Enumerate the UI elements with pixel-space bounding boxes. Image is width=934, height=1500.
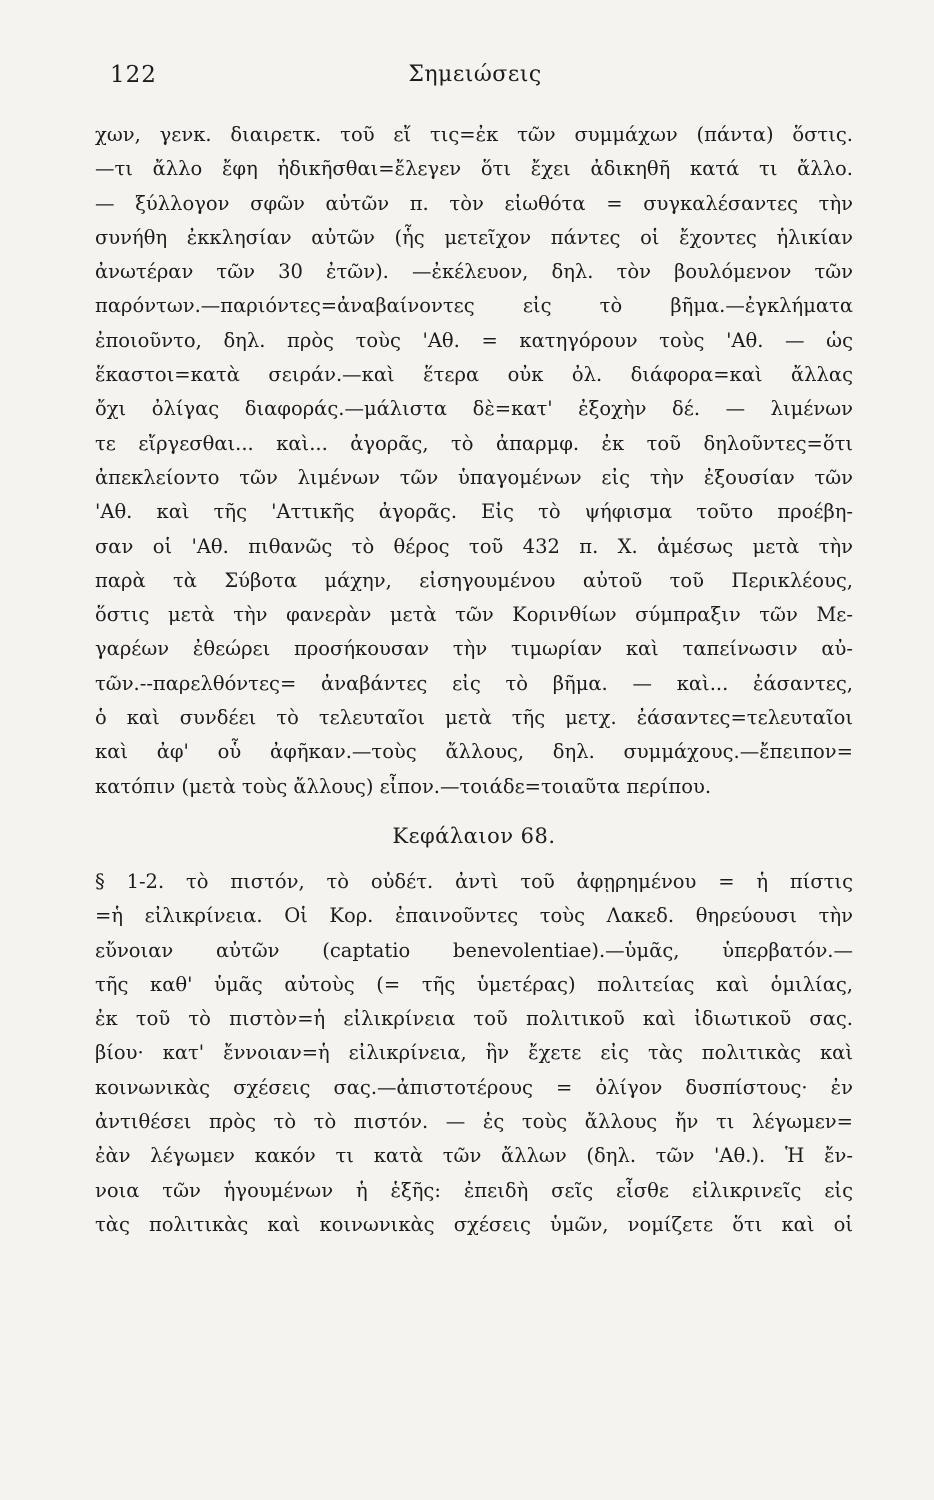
text-line: ἕκαστοι=κατὰ σειράν.—καὶ ἕτερα οὐκ ὀλ. διάφορα=καὶ ἄλλας: [95, 363, 853, 387]
text-line: —τι ἄλλο ἔφη ἠδικῆσθαι=ἔλεγεν ὅτι ἔχει ἀδικηθῆ κατά τι ἄλλο.: [95, 157, 853, 181]
text-line: τῆς καθ' ὑμᾶς αὐτοὺς (= τῆς ὑμετέρας) πολιτείας καὶ ὁμιλίας,: [95, 972, 853, 996]
running-title: Σημειώσεις: [408, 62, 542, 87]
text-line: ἀνωτέραν τῶν 30 ἐτῶν). —ἐκέλευον, δηλ. τὸν βουλόμενον τῶν: [95, 260, 853, 284]
text-line: — ξύλλογον σφῶν αὐτῶν π. τὸν εἰωθότα = συγκαλέσαντες τὴν: [95, 191, 853, 215]
text-line: ἐποιοῦντο, δηλ. πρὸς τοὺς 'Αθ. = κατηγόρουν τοὺς 'Αθ. — ὡς: [95, 328, 853, 352]
notes-after: [95, 865, 853, 1242]
text-line: ἀπεκλείοντο τῶν λιμένων τῶν ὑπαγομένων εἰς τὴν ἐξουσίαν τῶν: [95, 465, 853, 489]
page-body: [95, 118, 853, 1242]
text-line: ὅστις μετὰ τὴν φανερὰν μετὰ τῶν Κορινθίων σύμπραξιν τῶν Με-: [95, 603, 853, 627]
text-line: κοινωνικὰς σχέσεις σας.—ἀπιστοτέρους = ὀλίγον δυσπίστους· ἐν: [95, 1075, 853, 1099]
text-line: ἐκ τοῦ τὸ πιστὸν=ἡ εἰλικρίνεια τοῦ πολιτικοῦ καὶ ἰδιωτικοῦ σας.: [95, 1007, 853, 1031]
chapter-heading: Κεφάλαιον 68.: [392, 823, 556, 848]
text-line: ὄχι ὀλίγας διαφοράς.—μάλιστα δὲ=κατ' ἐξοχὴν δέ. — λιμένων: [95, 397, 853, 421]
text-line: τὰς πολιτικὰς καὶ κοινωνικὰς σχέσεις ὑμῶν, νομίζετε ὅτι καὶ οἱ: [95, 1212, 853, 1236]
text-line: τῶν.--παρελθόντες= ἀναβάντες εἰς τὸ βῆμα. — καὶ... ἐάσαντες,: [95, 671, 853, 695]
text-line: παρὰ τὰ Σύβοτα μάχην, εἰσηγουμένου αὐτοῦ τοῦ Περικλέους,: [95, 568, 853, 592]
text-line: γαρέων ἐθεώρει προσήκουσαν τὴν τιμωρίαν καὶ ταπείνωσιν αὐ-: [95, 637, 853, 661]
text-line: νοια τῶν ἡγουμένων ἡ ἑξῆς: ἐπειδὴ σεῖς εἶσθε εἰλικρινεῖς εἰς: [95, 1178, 853, 1202]
page-header: [110, 62, 840, 102]
text-line: σαν οἱ 'Αθ. πιθανῶς τὸ θέρος τοῦ 432 π. Χ. ἀμέσως μετὰ τὴν: [95, 534, 853, 558]
text-line: παρόντων.—παριόντες=ἀναβαίνοντες εἰς τὸ βῆμα.—ἐγκλήματα: [95, 294, 853, 318]
text-line: ὁ καὶ συνδέει τὸ τελευταῖοι μετὰ τῆς μετχ. ἐάσαντες=τελευταῖοι: [95, 706, 853, 730]
text-line: βίου· κατ' ἔννοιαν=ἡ εἰλικρίνεια, ἣν ἔχετε εἰς τὰς πολιτικὰς καὶ: [95, 1041, 853, 1065]
text-line: 'Αθ. καὶ τῆς 'Αττικῆς ἀγορᾶς. Εἰς τὸ ψήφισμα τοῦτο προέβη-: [95, 500, 853, 524]
text-line: =ἡ εἰλικρίνεια. Οἱ Κορ. ἐπαινοῦντες τοὺς Λακεδ. θηρεύουσι τὴν: [95, 904, 853, 928]
text-line: ἀντιθέσει πρὸς τὸ τὸ πιστόν. — ἐς τοὺς ἄλλους ἤν τι λέγωμεν=: [95, 1110, 853, 1134]
text-line: χων, γενκ. διαιρετκ. τοῦ εἴ τις=ἐκ τῶν συμμάχων (πάντα) ὅστις.: [95, 123, 853, 146]
text-line: καὶ ἀφ' οὗ ἀφῆκαν.—τοὺς ἄλλους, δηλ. συμμάχους.—ἔπειπον=: [95, 740, 853, 764]
text-line: κατόπιν (μετὰ τοὺς ἄλλους) εἶπον.—τοιάδε=τοιαῦτα περίπου.: [95, 774, 712, 798]
text-line: § 1-2. τὸ πιστόν, τὸ οὐδέτ. ἀντὶ τοῦ ἀφῃρημένου = ἡ πίστις: [95, 869, 853, 893]
text-line: συνήθη ἐκκλησίαν αὐτῶν (ἧς μετεῖχον πάντες οἱ ἔχοντες ἡλικίαν: [95, 225, 853, 249]
text-line: τε εἴργεσθαι... καὶ... ἀγορᾶς, τὸ ἀπαρμφ. ἐκ τοῦ δηλοῦντες=ὅτι: [95, 431, 853, 455]
text-line: εὔνοιαν αὐτῶν (captatio benevolentiae).—ὑμᾶς, ὑπερβατόν.—: [95, 938, 853, 962]
page-number: 122: [110, 62, 157, 88]
notes-before: [95, 118, 853, 804]
text-line: ἐὰν λέγωμεν κακόν τι κατὰ τῶν ἄλλων (δηλ. τῶν 'Αθ.). Ἡ ἔν-: [95, 1144, 853, 1168]
